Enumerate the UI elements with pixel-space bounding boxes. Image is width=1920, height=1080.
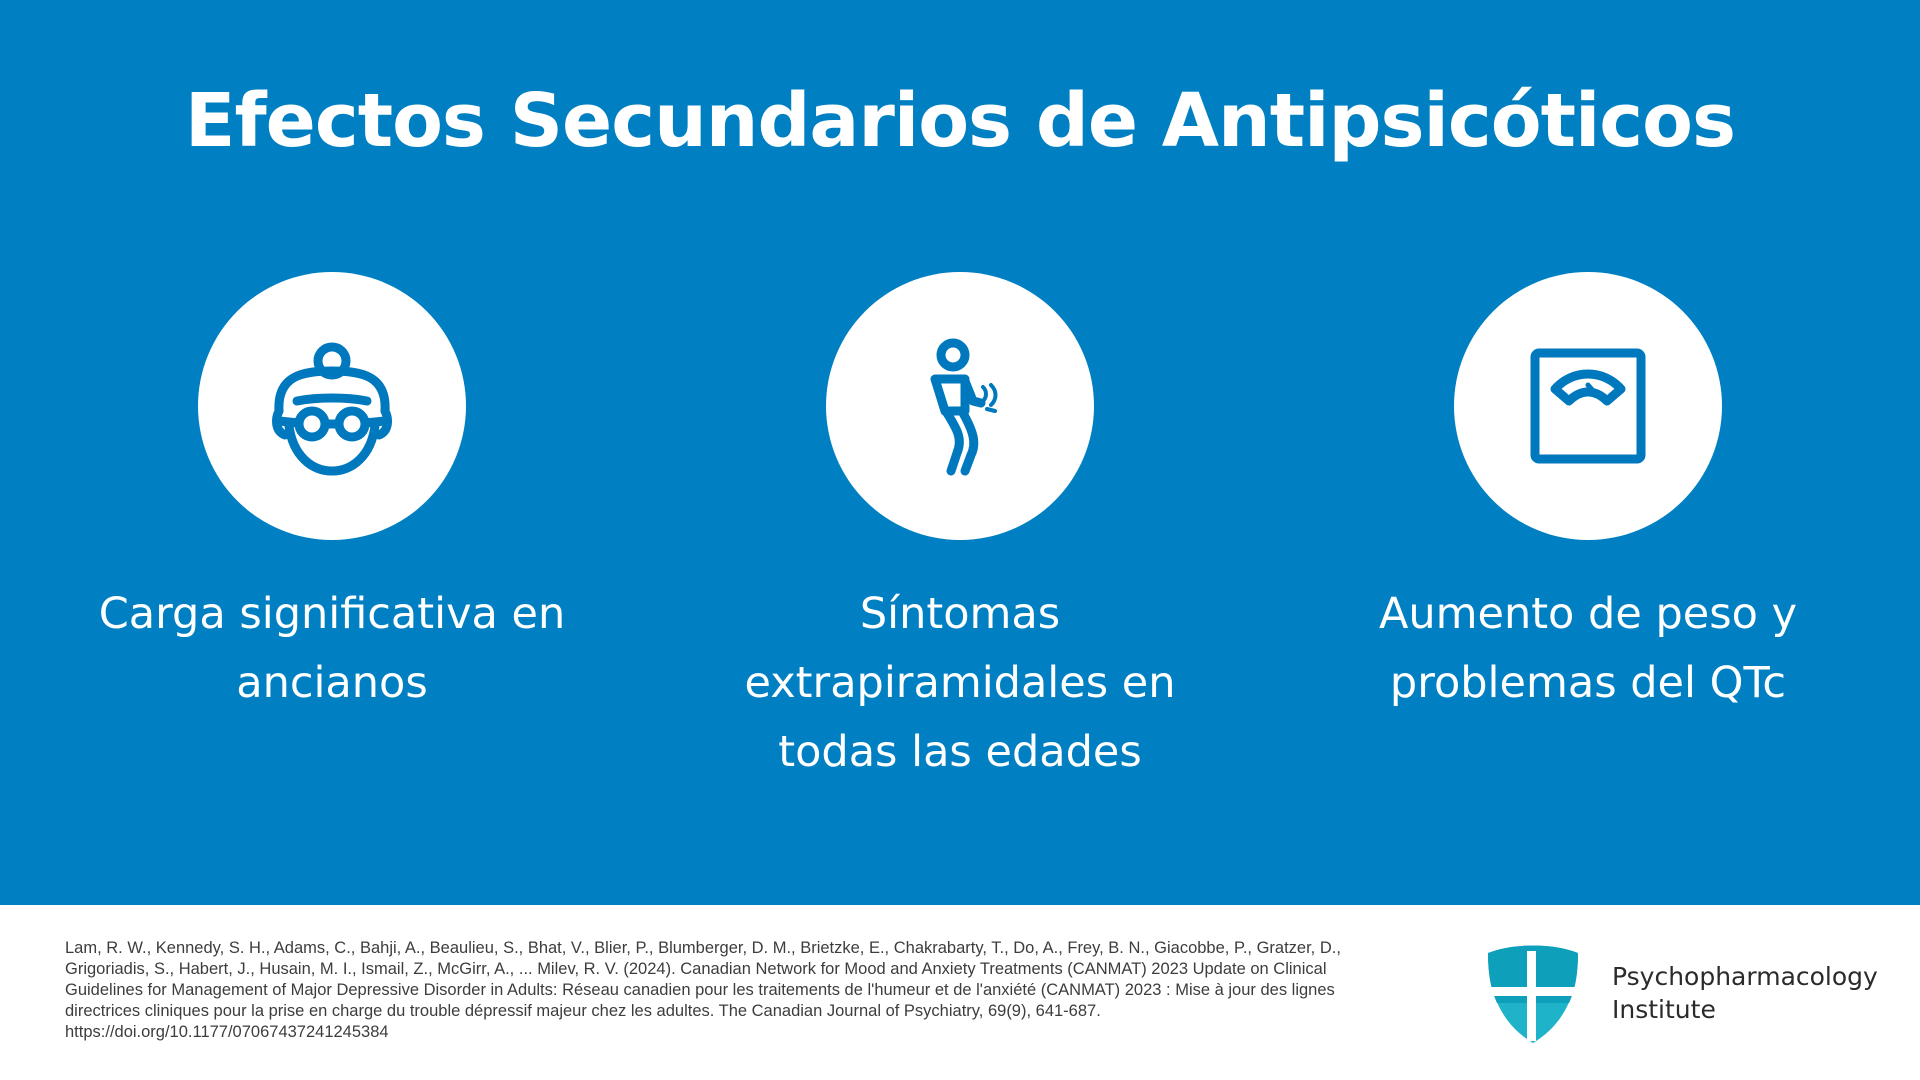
caption-line: Aumento de peso y: [1378, 589, 1798, 639]
footer: [0, 905, 1920, 1080]
caption-line: Carga significativa en: [98, 589, 566, 639]
citation-text: Lam, R. W., Kennedy, S. H., Adams, C., Bahji, A., Beaulieu, S., Bhat, V., Blier, P., Blumberger, D. M., Brietzke, E., Chakrabarty, T., Do, A., Frey, B. N., Giacobbe, P., Gratzer, D., Grigoriadis, S., Habert, J., Husain, M. I., Ismail, Z., McGirr, A., ... Milev, R. V. (2024). Canadian Network for Mood and Anxiety Treatments (CANMAT) 2023 Update on Clinical Guidelines for Management of Major Depressive Disorder in Adults: Réseau canadien pour les traitements de l'humeur et de l'anxiété (CANMAT) 2023 : Mise à jour des lignes directrices cliniques pour la prise en charge du trouble dépressif majeur chez les adultes. The Canadian Journal of Psychiatry, 69(9), 641-687. https://doi.org/10.1177/07067437241245384: [65, 939, 1341, 1041]
brand-line: Institute: [1612, 995, 1716, 1024]
caption-line: extrapiramidales en: [744, 658, 1176, 708]
tremor-figure-icon: [885, 331, 1035, 481]
caption-line: todas las edades: [778, 727, 1142, 777]
side-effect-item-weight: [1328, 272, 1848, 718]
elderly-woman-icon: [257, 331, 407, 481]
page-title: Efectos Secundarios de Antipsicóticos: [184, 78, 1736, 164]
side-effect-item-elderly: [72, 272, 592, 718]
side-effect-caption: [700, 580, 1220, 787]
caption-line: problemas del QTc: [1389, 658, 1787, 708]
shield-cross-logo-icon: [1483, 945, 1583, 1045]
icon-circle: [826, 272, 1094, 540]
caption-line: ancianos: [236, 658, 428, 708]
icon-circle: [1454, 272, 1722, 540]
brand-line: Psychopharmacology: [1612, 962, 1878, 991]
icon-circle: [198, 272, 466, 540]
side-effect-caption: [72, 580, 592, 718]
caption-line: Síntomas: [859, 589, 1061, 639]
side-effect-caption: [1328, 580, 1848, 718]
side-effect-item-extrapyramidal: [700, 272, 1220, 787]
weight-scale-icon: [1513, 331, 1663, 481]
brand-name: [1612, 960, 1878, 1026]
